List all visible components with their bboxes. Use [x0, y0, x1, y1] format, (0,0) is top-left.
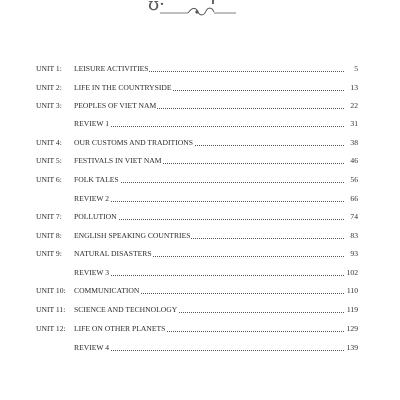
header-ornament [140, 0, 250, 20]
toc-row[interactable] [36, 284, 358, 297]
page-number: 102 [346, 268, 358, 277]
unit-title-leader [74, 173, 344, 186]
unit-title: LIFE IN THE COUNTRYSIDE [74, 83, 172, 92]
unit-title-leader [74, 154, 344, 167]
unit-title: PEOPLES OF VIET NAM [74, 101, 157, 110]
page-number: 139 [346, 343, 358, 352]
unit-title: REVIEW 4 [74, 343, 110, 352]
unit-title-leader [74, 341, 344, 354]
toc-row[interactable] [36, 192, 358, 205]
unit-title-leader [74, 99, 344, 112]
unit-title: COMMUNICATION [74, 286, 140, 295]
unit-title: REVIEW 3 [74, 268, 110, 277]
unit-title: OUR CUSTOMS AND TRADITIONS [74, 138, 193, 147]
unit-number: UNIT 7: [36, 212, 62, 221]
toc-row[interactable] [36, 210, 358, 223]
unit-number: UNIT 9: [36, 249, 62, 258]
page-number: 93 [350, 249, 358, 258]
toc-row[interactable] [36, 303, 358, 316]
unit-number: UNIT 12: [36, 324, 66, 333]
unit-title-leader [74, 247, 344, 260]
page-number: 13 [350, 83, 358, 92]
toc-row[interactable] [36, 229, 358, 242]
unit-number: UNIT 10: [36, 286, 66, 295]
unit-number: UNIT 11: [36, 305, 66, 314]
unit-title-leader [74, 303, 344, 316]
toc-row[interactable] [36, 341, 358, 354]
unit-title: FOLK TALES [74, 175, 119, 184]
toc-row[interactable] [36, 322, 358, 335]
page-number: 110 [346, 286, 358, 295]
unit-title-leader [74, 322, 344, 335]
toc-row[interactable] [36, 117, 358, 130]
page-number: 22 [350, 101, 358, 110]
unit-title: NATURAL DISASTERS [74, 249, 152, 258]
unit-number: UNIT 8: [36, 231, 62, 240]
unit-title-leader [74, 136, 344, 149]
unit-number: UNIT 3: [36, 101, 62, 110]
page-number: 83 [350, 231, 358, 240]
toc-row[interactable] [36, 247, 358, 260]
unit-number: UNIT 1: [36, 64, 62, 73]
toc-row[interactable] [36, 62, 358, 75]
unit-number: UNIT 5: [36, 156, 62, 165]
unit-number: UNIT 6: [36, 175, 62, 184]
page-number: 5 [354, 64, 358, 73]
unit-title-leader [74, 229, 344, 242]
unit-title-leader [74, 210, 344, 223]
unit-title-leader [74, 266, 344, 279]
unit-title: REVIEW 1 [74, 119, 110, 128]
unit-title: LEISURE ACTIVITIES [74, 64, 149, 73]
page-number: 38 [350, 138, 358, 147]
page-number: 129 [346, 324, 358, 333]
unit-title-leader [74, 192, 344, 205]
toc-row[interactable] [36, 99, 358, 112]
toc-row[interactable] [36, 266, 358, 279]
flourish-ornament-icon [140, 4, 250, 18]
page-number: 31 [350, 119, 358, 128]
page-number: 56 [350, 175, 358, 184]
unit-title: SCIENCE AND TECHNOLOGY [74, 305, 178, 314]
page-number: 66 [350, 194, 358, 203]
unit-title-leader [74, 81, 344, 94]
page-number: 74 [350, 212, 358, 221]
toc-row[interactable] [36, 154, 358, 167]
page-number: 119 [346, 305, 358, 314]
unit-title: POLLUTION [74, 212, 117, 221]
unit-title: LIFE ON OTHER PLANETS [74, 324, 166, 333]
page-number: 46 [350, 156, 358, 165]
toc-row[interactable] [36, 81, 358, 94]
unit-title-leader [74, 284, 344, 297]
unit-title: REVIEW 2 [74, 194, 110, 203]
unit-title: FESTIVALS IN VIET NAM [74, 156, 162, 165]
toc-row[interactable] [36, 136, 358, 149]
unit-number: UNIT 4: [36, 138, 62, 147]
header-title-fragment: ʊ· [148, 0, 165, 15]
toc-row[interactable] [36, 173, 358, 186]
unit-number: UNIT 2: [36, 83, 62, 92]
unit-title: ENGLISH SPEAKING COUNTRIES [74, 231, 191, 240]
unit-title-leader [74, 62, 344, 75]
unit-title-leader [74, 117, 344, 130]
